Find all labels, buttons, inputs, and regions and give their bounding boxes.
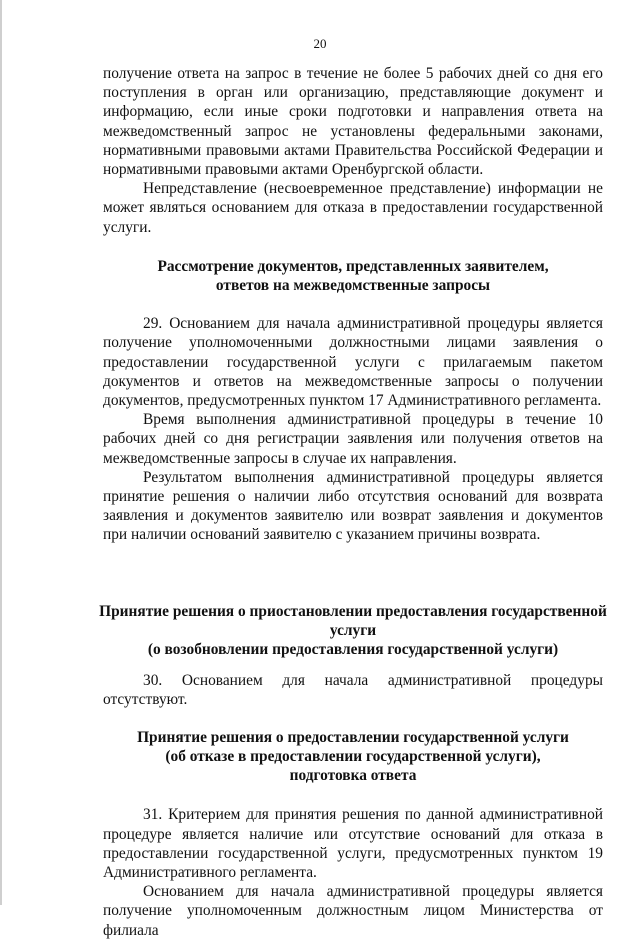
paragraph-continuation: получение ответа на запрос в течение не более 5 рабочих дней со дня его поступления в орган или организацию, представляющие документ и информацию, если иные сроки подготовки и направления ответа на межведомственный запрос не установлены федеральными законами, нормативными правовыми актами Правительства Российской Федерации и нормативными правовыми актами Оренбургской области. xyxy=(103,65,603,179)
paragraph-result: Результатом выполнения административной процедуры является принятие решения о наличии либо отсутствия оснований для возврата заявления и документов заявителю или возврат заявления и документов при наличии оснований заявителю с указанием причины возврата. xyxy=(103,468,603,544)
section-heading-review xyxy=(103,257,603,295)
heading-line: подготовка ответа xyxy=(289,767,417,785)
heading-line: (об отказе в предоставлении государственной услуги), xyxy=(165,747,541,765)
heading-line: Принятие решения о приостановлении предоставления государственной xyxy=(99,602,607,620)
heading-line: ответов на межведомственные запросы xyxy=(215,277,491,295)
heading-line: услуги xyxy=(329,621,377,639)
paragraph-nonsubmission: Непредставление (несвоевременное представление) информации не может являться основанием для отказа в предоставлении государственной услуги. xyxy=(103,180,603,236)
section-heading-decision xyxy=(103,728,603,786)
paragraph-item-31: 31. Критерием для принятия решения по данной административной процедуре является наличие или отсутствие оснований для отказа в предоставлении государственной услуги, предусмотренных пунктом 19 Административного регламента. xyxy=(103,806,603,881)
paragraph-execution-time: Время выполнения административной процедуры в течение 10 рабочих дней со дня регистрации заявления или получения ответов на межведомственные запросы в случае их направления. xyxy=(103,411,603,467)
section-heading-suspension xyxy=(99,602,607,660)
paragraph-item-30: 30. Основанием для начала административной процедуры отсутствуют. xyxy=(103,672,603,709)
paragraph-item-29: 29. Основанием для начала административной процедуры является получение уполномоченными должностными лицами заявления о предоставлении государственной услуги с прилагаемым пакетом документов и ответов на межведомственные запросы о получении документов, предусмотренных пунктом 17 Административного регламента. xyxy=(103,315,603,410)
document-body xyxy=(99,64,607,940)
scan-edge-line xyxy=(0,0,2,905)
heading-line: Принятие решения о предоставлении государственной услуги xyxy=(137,728,569,746)
heading-line: Рассмотрение документов, представленных заявителем, xyxy=(157,257,549,275)
paragraph-basis: Основанием для начала административной процедуры является получение уполномоченным должностным лицом Министерства от филиала xyxy=(103,883,603,939)
heading-line: (о возобновлении предоставления государственной услуги) xyxy=(147,641,559,659)
page-number: 20 xyxy=(313,36,327,51)
